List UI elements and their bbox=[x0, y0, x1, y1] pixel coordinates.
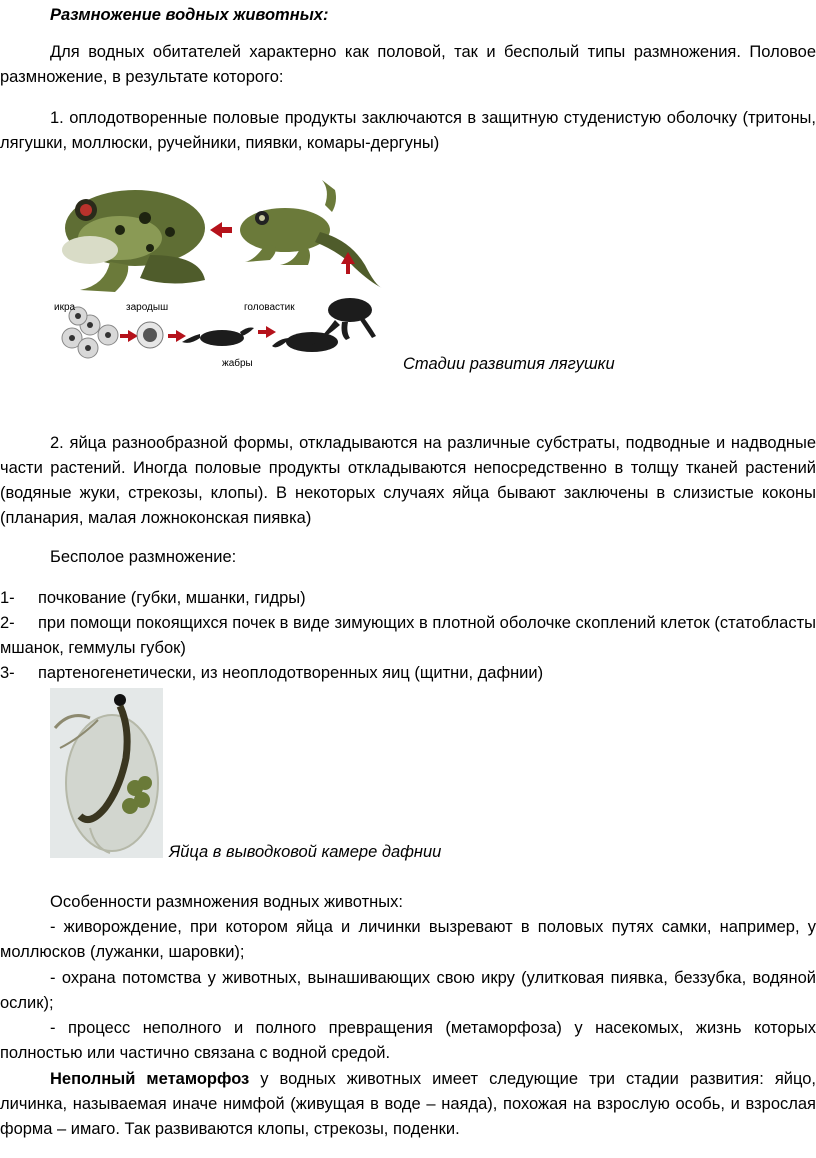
features-heading: Особенности размножения водных животных: bbox=[50, 893, 403, 911]
asexual-item-1 bbox=[0, 586, 816, 611]
intro-paragraph: Для водных обитателей характерно как половой, так и бесполый типы размножения. Половое размножение, в результате которого: bbox=[0, 43, 816, 86]
label-tadpole: головастик bbox=[244, 302, 295, 313]
arrow-right-icon bbox=[168, 330, 186, 342]
label-embryo: зародыш bbox=[126, 302, 169, 313]
asexual-item-text: партеногенетически, из неоплодотворенных яиц (щитни, дафнии) bbox=[38, 664, 544, 682]
daphnia-figure bbox=[50, 688, 163, 858]
metamorphosis-paragraph bbox=[0, 1067, 816, 1142]
feature-item-3: - процесс неполного и полного превращения (метаморфоза) у насекомых, жизнь которых полностью или частично связана с водной средой. bbox=[0, 1019, 816, 1062]
frog-development-figure bbox=[50, 170, 398, 370]
feature-item-2: - охрана потомства у животных, вынашивающих свою икру (улитковая пиявка, беззубка, водяной ослик); bbox=[0, 969, 816, 1012]
asexual-item-number: 2- bbox=[0, 614, 15, 632]
daphnia-figure-caption: Яйца в выводковой камере дафнии bbox=[169, 843, 442, 861]
arrow-right-icon bbox=[120, 330, 138, 342]
asexual-item-text: при помощи покоящихся почек в виде зимующих в плотной оболочке скоплений клеток (статобласты мшанок, геммулы губок) bbox=[0, 614, 816, 657]
arrow-right-icon bbox=[258, 326, 276, 338]
tadpole-with-legs-icon bbox=[312, 298, 376, 345]
froglet-icon bbox=[240, 180, 382, 288]
asexual-item-number: 3- bbox=[0, 664, 15, 682]
young-tadpole-icon bbox=[182, 328, 254, 347]
label-eggs: икра bbox=[54, 302, 76, 313]
embryo-icon bbox=[137, 322, 163, 348]
sexual-item-1: 1. оплодотворенные половые продукты заключаются в защитную студенистую оболочку (тритоны, лягушки, моллюски, ручейники, пиявки, комары-дергуны) bbox=[0, 109, 816, 152]
asexual-item-text: почкование (губки, мшанки, гидры) bbox=[38, 589, 306, 607]
tadpole-icon bbox=[272, 332, 338, 352]
frog-stages-illustration bbox=[50, 170, 398, 370]
eggs-icon bbox=[62, 307, 118, 358]
asexual-item-3 bbox=[0, 661, 816, 686]
sexual-item-2: 2. яйца разнообразной формы, откладываются на различные субстраты, подводные и надводные части растений. Иногда половые продукты откладываются непосредственно в толщу тканей растений (водяные жуки, стрекозы, клопы). В некоторых случаях яйца бывают заключены в слизистые коконы (планария, малая ложноконская пиявка) bbox=[0, 434, 816, 527]
asexual-heading: Бесполое размножение: bbox=[50, 548, 237, 566]
daphnia-photo bbox=[50, 688, 163, 858]
document-title: Размножение водных животных: bbox=[50, 6, 329, 24]
arrow-left-icon bbox=[210, 222, 232, 238]
frog-figure-caption: Стадии развития лягушки bbox=[403, 355, 615, 373]
label-gills: жабры bbox=[222, 358, 253, 369]
adult-frog-icon bbox=[62, 190, 205, 292]
asexual-item-number: 1- bbox=[0, 589, 15, 607]
metamorphosis-text: у водных животных имеет следующие три стадии развития: яйцо, личинка, называемая иначе нимфой (живущая в воде – наяда), похожая на взрослую особь, и взрослая форма – имаго. Так развиваются клопы, стрекозы, поденки. bbox=[0, 1070, 816, 1138]
asexual-item-2 bbox=[0, 611, 816, 661]
metamorphosis-term: Неполный метаморфоз bbox=[50, 1070, 250, 1088]
feature-item-1: - живорождение, при котором яйца и личинки вызревают в половых путях самки, например, у моллюсков (лужанки, шаровки); bbox=[0, 918, 816, 961]
